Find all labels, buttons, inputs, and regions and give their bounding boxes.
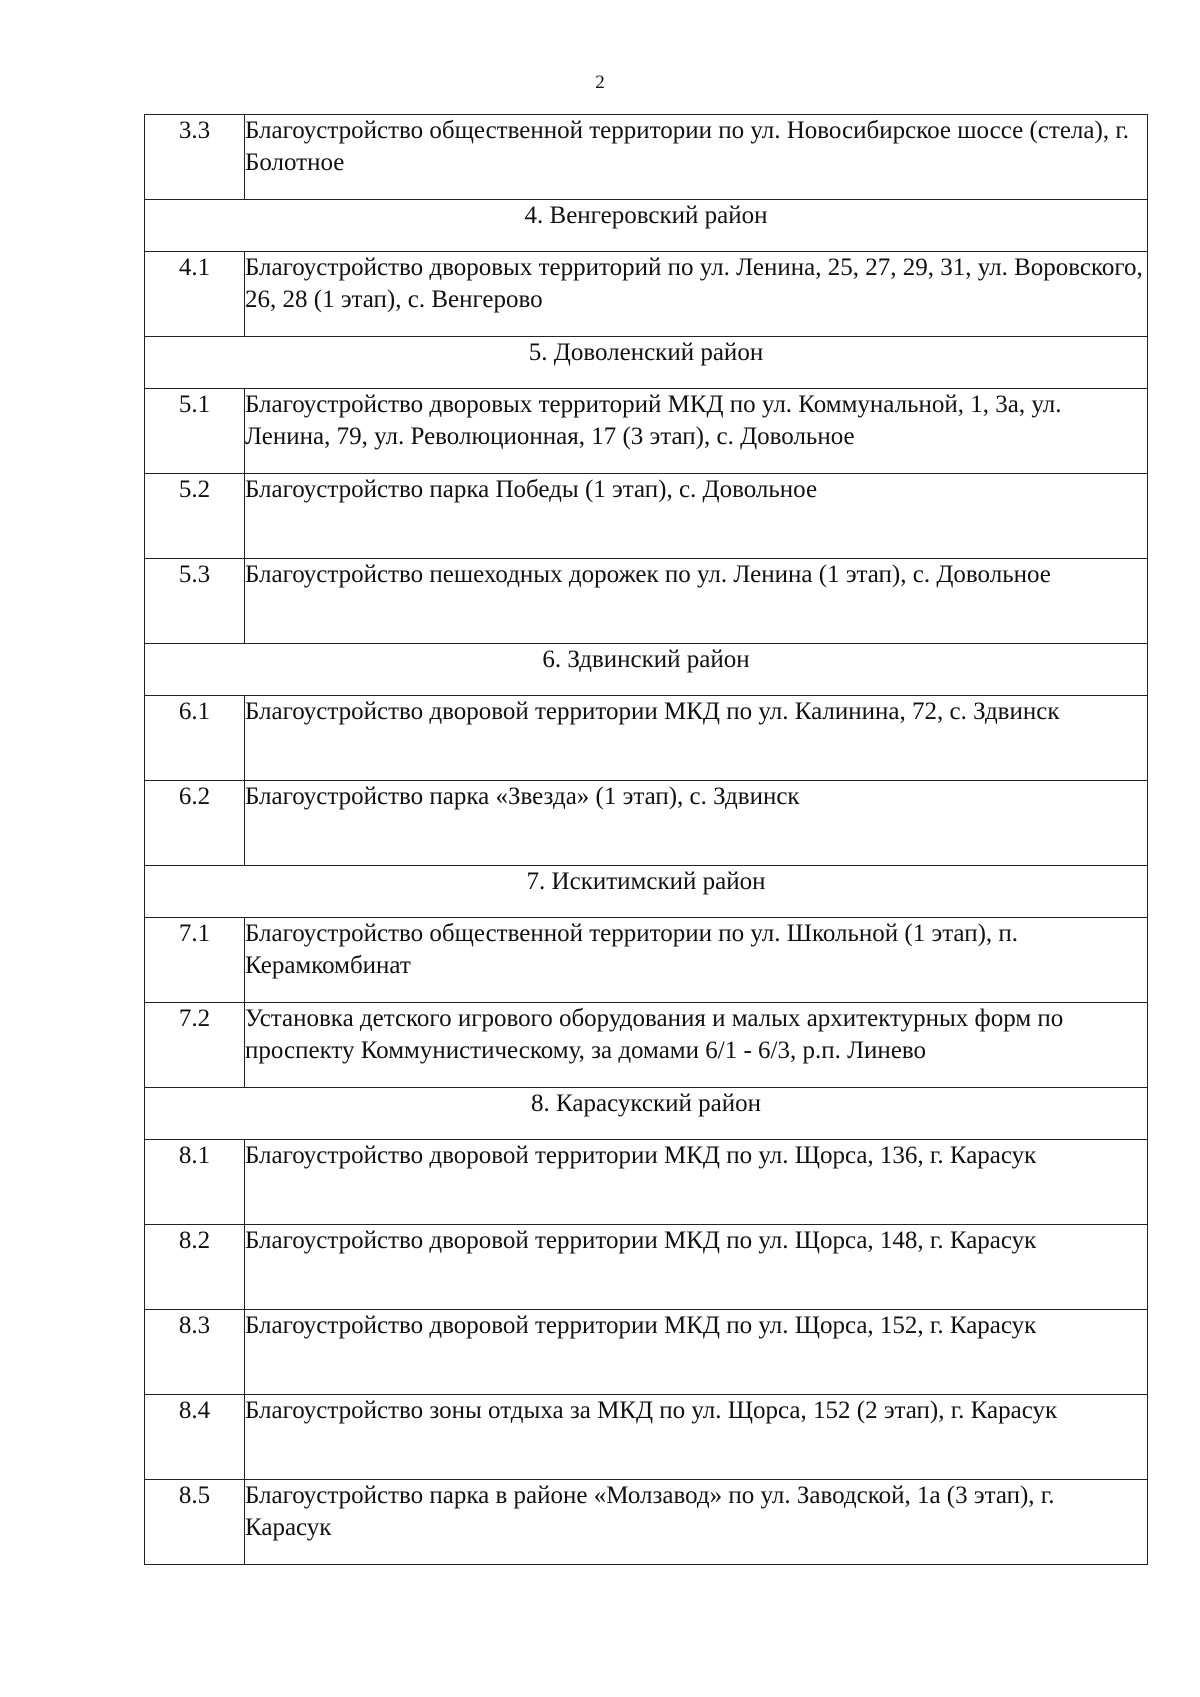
item-number: 6.2 — [145, 781, 245, 866]
section-title: 6. Здвинский район — [145, 644, 1148, 696]
item-description: Благоустройство дворовой территории МКД по ул. Калинина, 72, с. Здвинск — [245, 696, 1148, 781]
item-number: 8.5 — [145, 1480, 245, 1565]
table-row — [145, 1395, 1148, 1480]
table-row — [145, 696, 1148, 781]
item-number: 8.4 — [145, 1395, 245, 1480]
item-description: Благоустройство дворовых территорий МКД по ул. Коммунальной, 1, 3а, ул. Ленина, 79, ул. Революционная, 17 (3 этап), с. Довольное — [245, 389, 1148, 474]
item-description: Установка детского игрового оборудования и малых архитектурных форм по проспекту Коммунистическому, за домами 6/1 - 6/3, р.п. Линево — [245, 1003, 1148, 1088]
table-row — [145, 781, 1148, 866]
table-row — [145, 474, 1148, 559]
item-number: 5.3 — [145, 559, 245, 644]
item-description: Благоустройство пешеходных дорожек по ул. Ленина (1 этап), с. Довольное — [245, 559, 1148, 644]
section-header-row — [145, 200, 1148, 252]
item-description: Благоустройство зоны отдыха за МКД по ул. Щорса, 152 (2 этап), г. Карасук — [245, 1395, 1148, 1480]
section-title: 8. Карасукский район — [145, 1088, 1148, 1140]
section-header-row — [145, 866, 1148, 918]
item-description: Благоустройство парка Победы (1 этап), с. Довольное — [245, 474, 1148, 559]
item-description: Благоустройство дворовой территории МКД по ул. Щорса, 136, г. Карасук — [245, 1140, 1148, 1225]
item-number: 7.2 — [145, 1003, 245, 1088]
item-number: 6.1 — [145, 696, 245, 781]
table-row — [145, 389, 1148, 474]
section-title: 7. Искитимский район — [145, 866, 1148, 918]
item-number: 3.3 — [145, 115, 245, 200]
objects-table — [144, 114, 1148, 1565]
section-title: 5. Доволенский район — [145, 337, 1148, 389]
item-number: 4.1 — [145, 252, 245, 337]
item-description: Благоустройство дворовой территории МКД по ул. Щорса, 152, г. Карасук — [245, 1310, 1148, 1395]
page-number: 2 — [595, 72, 605, 93]
table-body — [145, 115, 1148, 1565]
table-row — [145, 1140, 1148, 1225]
section-title: 4. Венгеровский район — [145, 200, 1148, 252]
section-header-row — [145, 1088, 1148, 1140]
section-header-row — [145, 644, 1148, 696]
item-description: Благоустройство дворовой территории МКД по ул. Щорса, 148, г. Карасук — [245, 1225, 1148, 1310]
item-number: 8.1 — [145, 1140, 245, 1225]
item-description: Благоустройство дворовых территорий по ул. Ленина, 25, 27, 29, 31, ул. Воровского, 26, 28 (1 этап), с. Венгерово — [245, 252, 1148, 337]
section-header-row — [145, 337, 1148, 389]
item-description: Благоустройство общественной территории по ул. Школьной (1 этап), п. Керамкомбинат — [245, 918, 1148, 1003]
item-number: 8.2 — [145, 1225, 245, 1310]
table-row — [145, 252, 1148, 337]
table-row — [145, 115, 1148, 200]
table-row — [145, 1003, 1148, 1088]
table-row — [145, 1310, 1148, 1395]
item-number: 8.3 — [145, 1310, 245, 1395]
item-number: 7.1 — [145, 918, 245, 1003]
item-number: 5.2 — [145, 474, 245, 559]
table-row — [145, 918, 1148, 1003]
item-number: 5.1 — [145, 389, 245, 474]
table-row — [145, 559, 1148, 644]
table-row — [145, 1225, 1148, 1310]
table-row — [145, 1480, 1148, 1565]
item-description: Благоустройство парка в районе «Молзавод» по ул. Заводской, 1а (3 этап), г. Карасук — [245, 1480, 1148, 1565]
item-description: Благоустройство общественной территории по ул. Новосибирское шоссе (стела), г. Болотное — [245, 115, 1148, 200]
item-description: Благоустройство парка «Звезда» (1 этап), с. Здвинск — [245, 781, 1148, 866]
